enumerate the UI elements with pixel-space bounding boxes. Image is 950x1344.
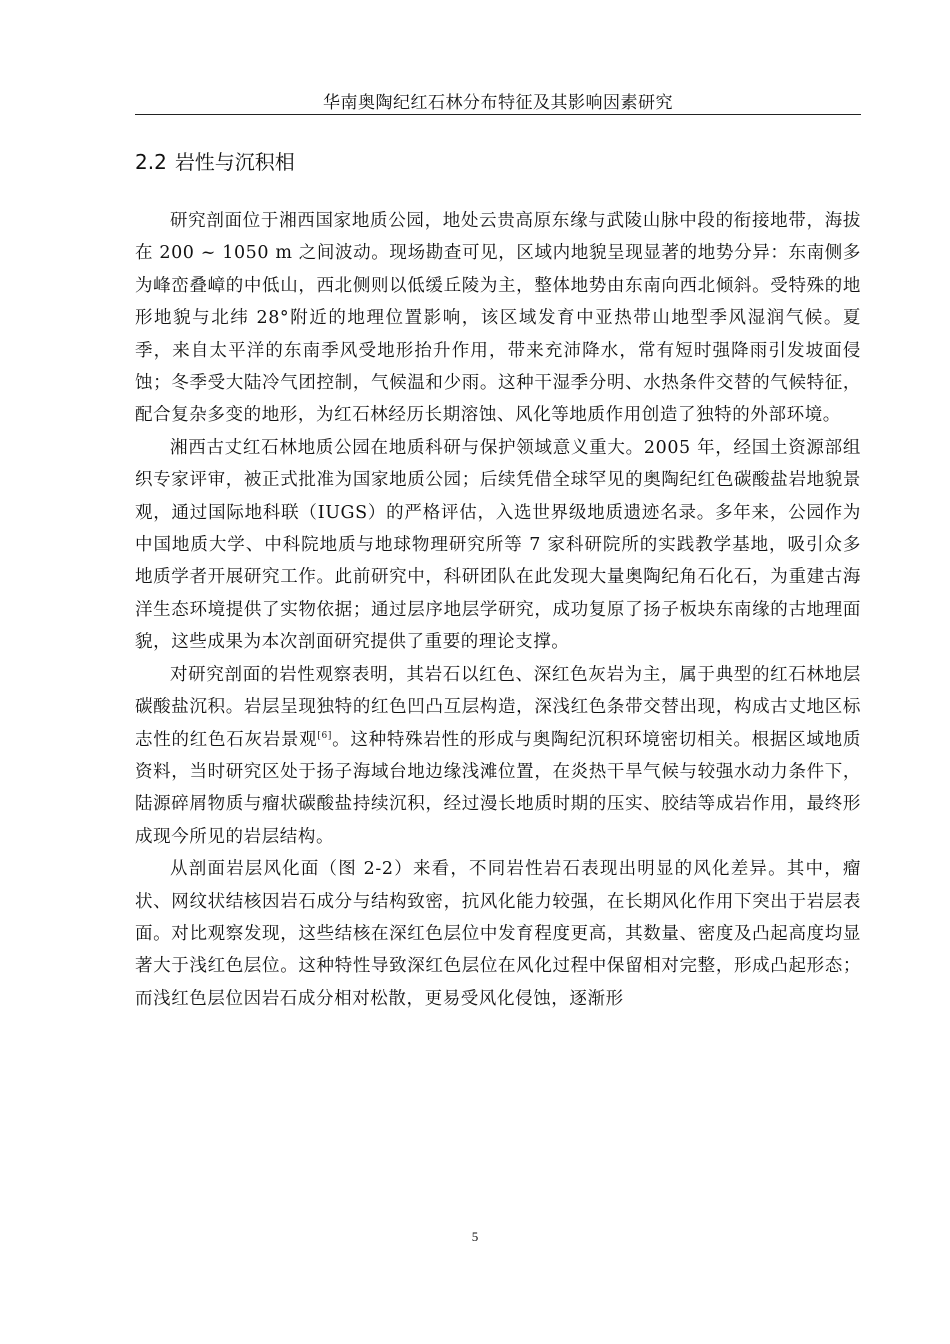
paragraph-2: 湘西古丈红石林地质公园在地质科研与保护领域意义重大。2005 年，经国土资源部组织专家评审，被正式批准为国家地质公园；后续凭借全球罕见的奥陶纪红色碳酸盐岩地貌景观，通过国际地科联（IUGS）的严格评估，入选世界级地质遗迹名录。多年来，公园作为中国地质大学、中科院地质与地球物理研究所等 7 家科研院所的实践教学基地，吸引众多地质学者开展研究工作。此前研究中，科研团队在此发现大量奥陶纪角石化石，为重建古海洋生态环境提供了实物依据；通过层序地层学研究，成功复原了扬子板块东南缘的古地理面貌，这些成果为本次剖面研究提供了重要的理论支撑。 <box>135 437 861 653</box>
running-header: 华南奥陶纪红石林分布特征及其影响因素研究 <box>323 93 673 113</box>
paragraph-3-text-after: 。这种特殊岩性的形成与奥陶纪沉积环境密切相关。根据区域地质资料，当时研究区处于扬子海域台地边缘浅滩位置，在炎热干旱气候与较强水动力条件下，陆源碎屑物质与瘤状碳酸盐持续沉积，经过漫长地质时期的压实、胶结等成岩作用，最终形成现今所见的岩层结构。 <box>135 729 861 847</box>
section-title: 岩性与沉积相 <box>174 150 295 174</box>
section-number: 2.2 <box>135 150 167 174</box>
paragraph-3-text-before: 对研究剖面的岩性观察表明，其岩石以红色、深红色灰岩为主，属于典型的红石林地层碳酸盐沉积。岩层呈现独特的红色凹凸互层构造，深浅红色条带交替出现，构成古丈地区标志性的红色石灰岩景观 <box>135 664 861 750</box>
header-rule <box>135 114 861 115</box>
page-number: 5 <box>471 1229 479 1244</box>
paragraph-3 <box>135 659 861 853</box>
paragraph-1: 研究剖面位于湘西国家地质公园，地处云贵高原东缘与武陵山脉中段的衔接地带，海拔在 200 ~ 1050 m 之间波动。现场勘查可见，区域内地貌呈现显著的地势分异：东南侧多为峰峦叠嶂的中低山，西北侧则以低缓丘陵为主，整体地势由东南向西北倾斜。受特殊的地形地貌与北纬 28°附近的地理位置影响，该区域发育中亚热带山地型季风湿润气候。夏季，来自太平洋的东南季风受地形抬升作用，带来充沛降水，常有短时强降雨引发坡面侵蚀；冬季受大陆冷气团控制，气候温和少雨。这种干湿季分明、水热条件交替的气候特征，配合复杂多变的地形，为红石林经历长期溶蚀、风化等地质作用创造了独特的外部环境。 <box>135 211 861 426</box>
body-text <box>135 205 861 1015</box>
section-heading <box>135 148 295 176</box>
paragraph-4: 从剖面岩层风化面（图 2-2）来看，不同岩性岩石表现出明显的风化差异。其中，瘤状、网纹状结核因岩石成分与结构致密，抗风化能力较强，在长期风化作用下突出于岩层表面。对比观察发现，这些结核在深红色层位中发育程度更高，其数量、密度及凸起高度均显著大于浅红色层位。这种特性导致深红色层位在风化过程中保留相对完整，形成凸起形态；而浅红色层位因岩石成分相对松散，更易受风化侵蚀，逐渐形 <box>135 859 861 1009</box>
citation-reference[interactable]: [6] <box>317 730 332 741</box>
